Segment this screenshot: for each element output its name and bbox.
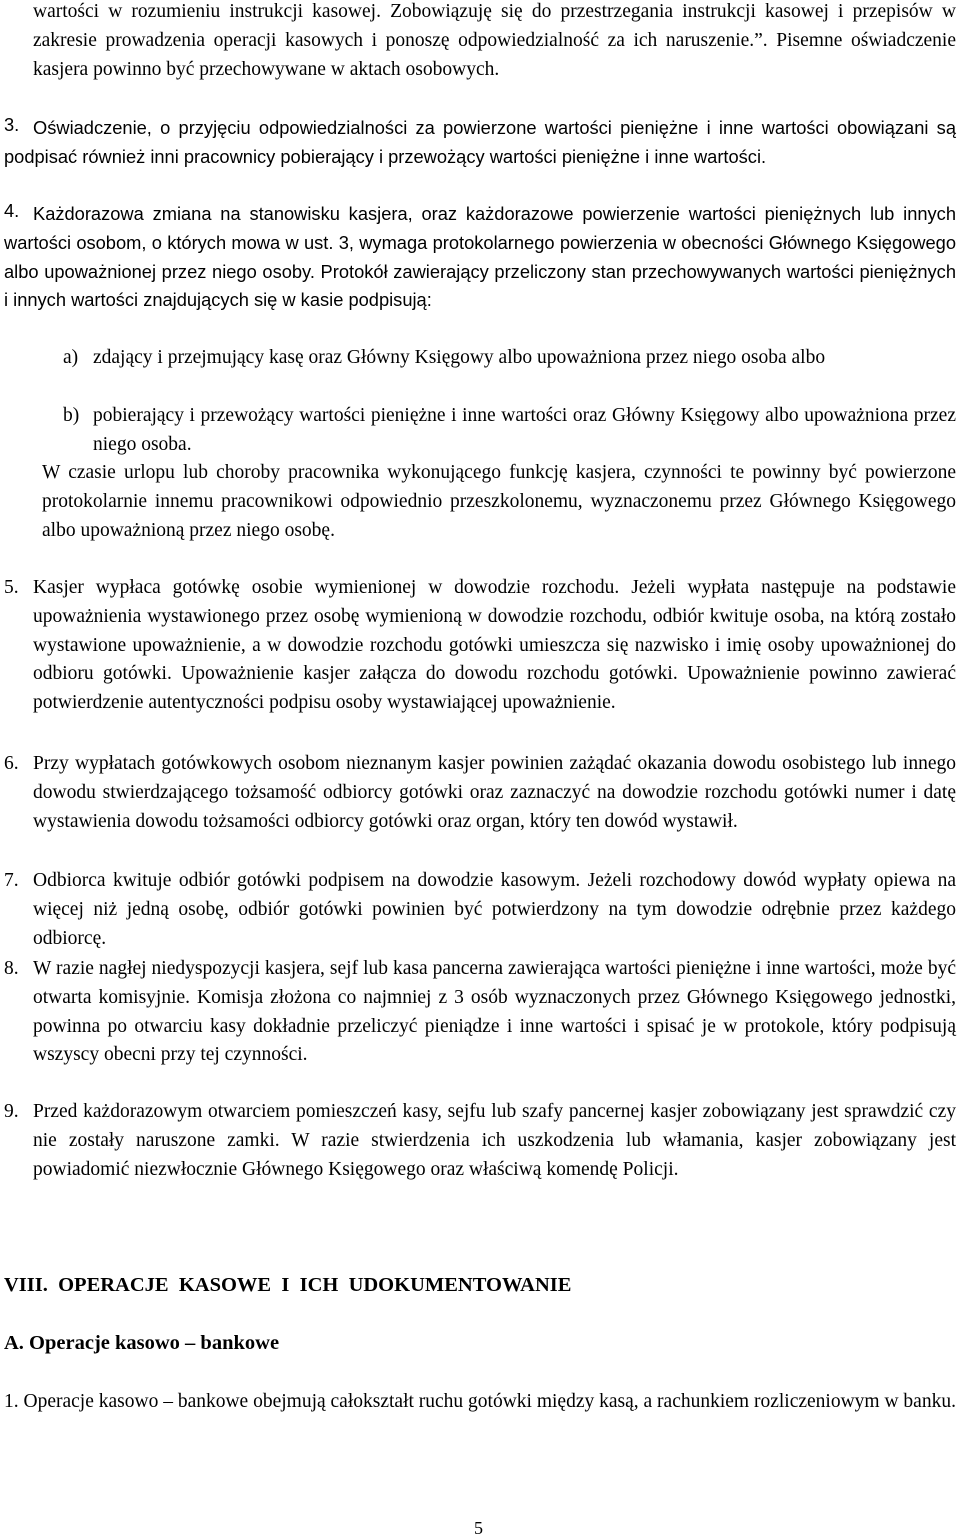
section-paragraph-1: 1. Operacje kasowo – bankowe obejmują całokształt ruchu gotówki między kasą, a rachunkiem rozliczeniowym w banku.: [4, 1391, 956, 1412]
list-item-text: Przed każdorazowym otwarciem pomieszczeń kasy, sejfu lub szafy pancernej kasjer zobowiązany jest sprawdzić czy nie zostały naruszone zamki. W razie stwierdzenia ich uszkodzenia lub włamania, kasjer zobowiązany jest powiadomić niezwłocznie Głównego Księgowego oraz właściwą komendę Policji.: [33, 1101, 956, 1180]
sub-item-label-a: a): [63, 347, 79, 368]
list-item-number: 3.: [4, 114, 20, 135]
sub-item-a-text: zdający i przejmujący kasę oraz Główny Księgowy albo upoważniona przez niego osoba albo: [93, 347, 826, 368]
list-item-number: 5.: [4, 577, 19, 598]
list-item-text: Każdorazowa zmiana na stanowisku kasjera, oraz każdorazowe powierzenie wartości pieniężnych lub innych wartości osobom, o których mowa w ust. 3, wymaga protokolarnego powierzenia w obecności Głównego Księgowego albo upoważnionej przez niego osoby. Protokół zawierający przeliczony stan przechowywanych wartości pieniężnych i innych wartości znajdujących się w kasie podpisują:: [4, 203, 956, 311]
intro-paragraph: wartości w rozumieniu instrukcji kasowej. Zobowiązuję się do przestrzegania instrukcji kasowej i przepisów w zakresie prowadzenia operacji kasowych i ponoszę odpowiedzialność za ich naruszenie.”. Pisemne oświadczenie kasjera powinno być przechowywane w aktach osobowych.: [33, 1, 956, 80]
list-item-number: 6.: [4, 753, 19, 774]
list-item-text: Oświadczenie, o przyjęciu odpowiedzialności za powierzone wartości pieniężne i inne wartości obowiązani są podpisać również inni pracownicy pobierający i przewożący wartości pieniężne i inne wartości.: [4, 117, 956, 167]
section-heading: A. Operacje kasowo – bankowe: [4, 1332, 280, 1354]
page-number: 5: [474, 1518, 483, 1538]
list-item-text: Kasjer wypłaca gotówkę osobie wymienionej w dowodzie rozchodu. Jeżeli wypłata następuje na podstawie upoważnienia wystawionego przez osobę wymienioną w dowodzie rozchodu, odbiór kwituje osoba, na którą zostało wystawione upoważnienie, a w dowodzie rozchodu gotówki umieszcza się nazwisko i imię osoby upoważnionej do odbioru gotówki. Upoważnienie kasjer załącza do dowodu rozchodu gotówki. Upoważnienie powinno zawierać potwierdzenie autentyczności podpisu osoby wystawiającej upoważnienie.: [33, 577, 956, 714]
list-item-number: 4.: [4, 200, 20, 221]
vacation-paragraph: W czasie urlopu lub choroby pracownika wykonującego funkcję kasjera, czynności te powinny być powierzone protokolarnie innemu pracownikowi odpowiednio przeszkolonemu, wyznaczonemu przez Głównego Księgowego albo upoważnioną przez niego osobę.: [42, 462, 956, 541]
list-item-text: W razie nagłej niedyspozycji kasjera, sejf lub kasa pancerna zawierająca wartości pieniężne i inne wartości, może być otwarta komisyjnie. Komisja złożona co najmniej z 3 osób wyznaczonych przez Głównego Księgowego jednostki, powinna po otwarciu kasy dokładnie przeliczyć pieniądze i inne wartości i spisać je w protokole, który podpisują wszyscy obecni przy tej czynności.: [33, 958, 956, 1066]
sub-item-b-text: pobierający i przewożący wartości pieniężne i inne wartości oraz Główny Księgowy albo upoważniona przez niego osoba.: [93, 405, 956, 455]
sub-item-label-b: b): [63, 405, 80, 426]
list-item-number: 8.: [4, 958, 19, 979]
list-item-number: 9.: [4, 1101, 19, 1122]
chapter-heading: VIII. OPERACJE KASOWE I ICH UDOKUMENTOWANIE: [4, 1274, 572, 1296]
list-item-number: 7.: [4, 870, 19, 891]
list-item-text: Odbiorca kwituje odbiór gotówki podpisem na dowodzie kasowym. Jeżeli rozchodowy dowód wypłaty opiewa na więcej niż jedną osobę, odbiór gotówki powinien być potwierdzony na tym dowodzie odrębnie przez każdego odbiorcę.: [33, 870, 956, 949]
list-item-text: Przy wypłatach gotówkowych osobom nieznanym kasjer powinien zażądać okazania dowodu osobistego lub innego dowodu stwierdzającego tożsamość odbiorcy gotówki oraz zaznaczyć na dowodzie rozchodu gotówki numer i datę wystawienia dowodu tożsamości odbiorcy gotówki oraz organ, który ten dowód wystawił.: [33, 753, 956, 832]
